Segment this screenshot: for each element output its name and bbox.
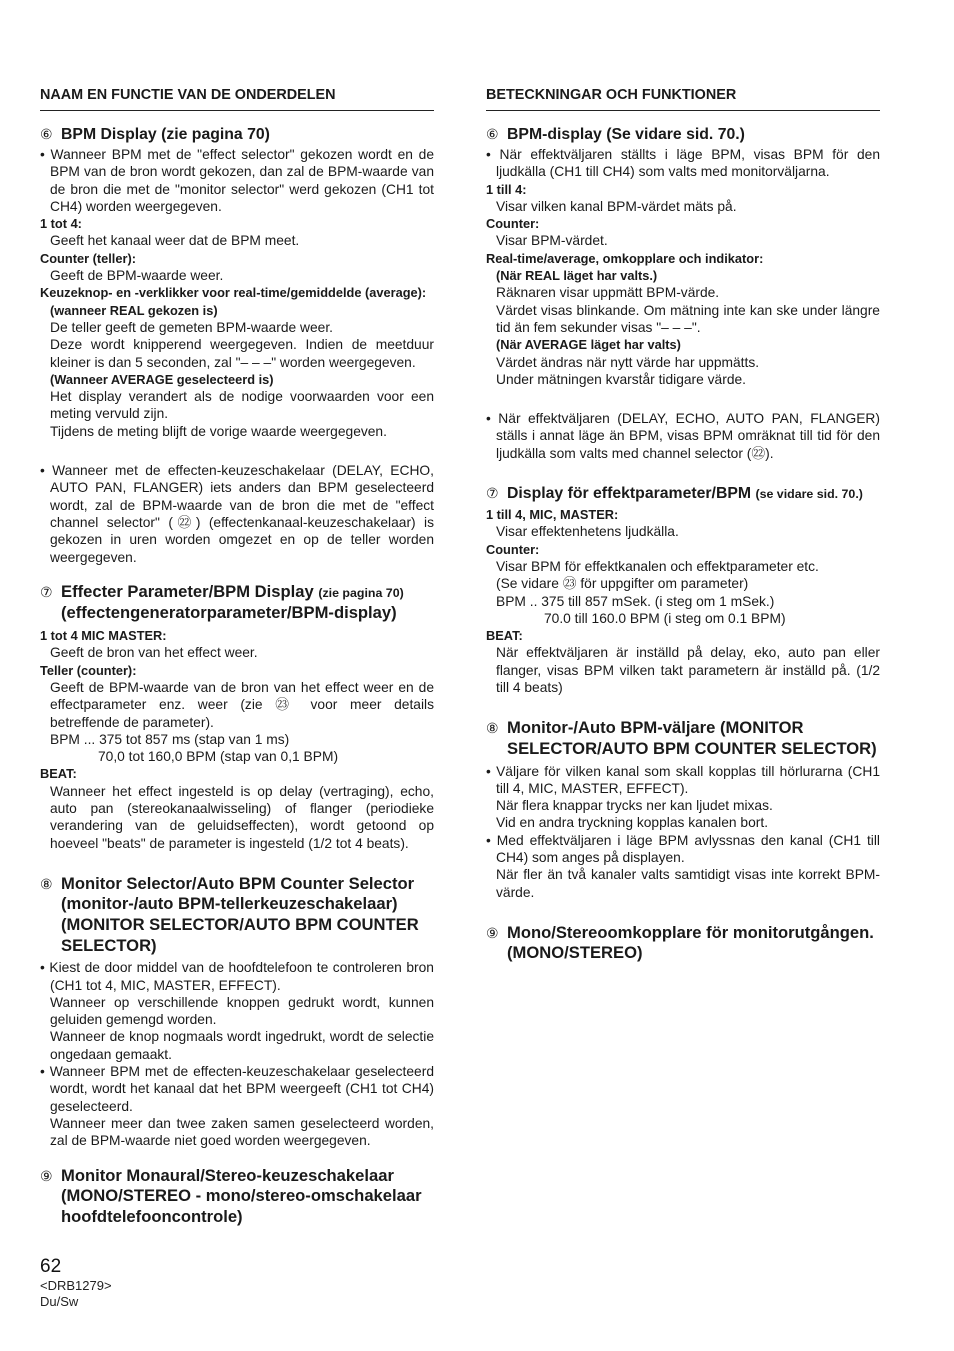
body-text: Geeft de BPM-waarde weer. (50, 268, 224, 284)
body-text: När effektväljaren är inställd på delay, eko, auto pan eller flanger, visas BPM vilken takt parametern är inställd på. (1/2 till 4 beats) (496, 645, 880, 696)
heading-bpm-display: ⑥ BPM-display (Se vidare sid. 70.) (486, 126, 745, 143)
bpm-range-ms: BPM ... 375 tot 857 ms (stap van 1 ms) (50, 731, 290, 747)
bpm-range-bpm: 70,0 tot 160,0 BPM (stap van 0,1 BPM) (98, 749, 339, 765)
label-real-mode: (När REAL läget har valts.) (496, 268, 658, 284)
item-number: ⑦ (40, 583, 53, 600)
effecter-parameter-body (40, 627, 434, 852)
column-swedish (486, 84, 880, 967)
label-counter: Counter: (486, 216, 540, 232)
bullet-paragraph: • Kiest de door middel van de hoofdtelefoon te controleren bron (CH1 tot 4, MIC, MASTER, EFFECT). (40, 960, 434, 993)
label-real-mode: (wanneer REAL gekozen is) (50, 302, 218, 318)
body-text: Geeft de BPM-waarde van de bron van het effect weer en de effectparameter enz. weer (zie ㉓ voor meer details betreffende de parameter). (50, 679, 434, 730)
item-number: ⑦ (486, 485, 499, 502)
bpm-range-bpm: 70.0 till 160.0 BPM (i steg om 0.1 BPM) (544, 610, 786, 626)
label-counter: Counter: (486, 541, 540, 557)
label-realtime-average: Real-time/average, omkopplare och indikator: (486, 250, 764, 266)
heading-mono-stereo: ⑨ Monitor Monaural/Stereo-keuzeschakelaar (MONO/STEREO - mono/stereo-omschakelaar hoofdtelefooncontrole) (40, 1165, 422, 1226)
item-number: ⑨ (40, 1167, 53, 1184)
body-text: (Se vidare ㉓ för uppgifter om parameter) (496, 576, 749, 592)
heading-effecter-parameter: ⑦ Effecter Parameter/BPM Display (zie pagina 70) (effectengeneratorparameter/BPM-display) (40, 581, 404, 623)
bpm-display-body (40, 146, 434, 566)
body-text: Geeft het kanaal weer dat de BPM meet. (50, 233, 300, 249)
language-code: Du/Sw (40, 1294, 79, 1309)
item-number: ⑥ (486, 126, 499, 142)
label-realtime-average: Keuzeknop- en -verklikker voor real-time/gemiddelde (average): (40, 285, 427, 301)
label-source: 1 tot 4 MIC MASTER: (40, 628, 167, 644)
body-text: Wanneer het effect ingesteld is op delay (vertraging), echo, auto pan (stereokanaalwisseling) of flanger (periodieke verandering van de geluidseffecten), wordt getoond op hoeveel "beats" de parameter is ingesteld (1/2 tot 4 beats). (50, 783, 434, 851)
body-text: Under mätningen kvarstår tidigare värde. (496, 371, 747, 387)
label-beat: BEAT: (40, 766, 77, 782)
document-code: <DRB1279> (40, 1278, 112, 1293)
monitor-auto-bpm-body (486, 763, 880, 901)
body-text: Geeft de bron van het effect weer. (50, 645, 258, 661)
body-text: När fler än två kanaler valts samtidigt visas inte korrekt BPM-värde. (496, 867, 880, 900)
item-number: ⑧ (40, 875, 53, 892)
label-counter: Teller (counter): (40, 662, 137, 678)
item-number: ⑥ (40, 126, 53, 142)
body-text: Värdet ändras när nytt värde har uppmätts. (496, 354, 760, 370)
bullet-paragraph: • När effektväljaren (DELAY, ECHO, AUTO PAN, FLANGER) ställs i annat läge än BPM, visas BPM omräknat till tid för den ljudkälla som valts med channel selector (㉒). (486, 411, 880, 461)
bullet-paragraph: • Väljare för vilken kanal som skall kopplas till hörlurarna (CH1 till 4, MIC, MASTER, EFFECT). (486, 763, 880, 796)
body-text: Het display verandert als de nodige voorwaarden voor een meting vervuld zijn. (50, 389, 434, 422)
item-number: ⑧ (486, 720, 499, 737)
body-text: Tijdens de meting blijft de vorige waarde weergegeven. (50, 423, 387, 439)
body-text: Deze wordt knipperend weergegeven. Indien de meetduur kleiner is dan 5 seconden, zal "– – –" worden weergegeven. (50, 337, 434, 370)
bullet-paragraph: • Wanneer BPM met de effecten-keuzeschakelaar geselecteerd wordt, wordt het kanaal dat het BPM weergeeft (CH1 tot CH4) geselecteerd. (40, 1064, 434, 1114)
label-counter: Counter (teller): (40, 250, 136, 266)
bullet-paragraph: • När effektväljaren ställts i läge BPM, visas BPM för den ljudkälla (CH1 till CH4) som valts med monitorväljarna. (486, 147, 880, 180)
label-source: 1 till 4, MIC, MASTER: (486, 507, 619, 523)
label-1-tot-4: 1 tot 4: (40, 216, 82, 232)
body-text: När flera knappar trycks ner kan ljudet mixas. (496, 798, 773, 814)
body-text: Räknaren visar uppmätt BPM-värde. (496, 285, 720, 301)
heading-monitor-selector: ⑧ Monitor Selector/Auto BPM Counter Selector (monitor-/auto BPM-tellerkeuzeschakelaar) (MONITOR SELECTOR/AUTO BPM COUNTER SELECTOR) (40, 873, 419, 955)
heading-monitor-auto-bpm: ⑧ Monitor-/Auto BPM-väljare (MONITOR SELECTOR/AUTO BPM COUNTER SELECTOR) (486, 718, 877, 758)
label-beat: BEAT: (486, 628, 523, 644)
section-header: BETECKNINGAR OCH FUNKTIONER (486, 87, 737, 103)
bullet-paragraph: • Wanneer BPM met de "effect selector" gekozen wordt en de BPM van de bron wordt gekozen, dan zal de BPM-waarde van de bron die met de "monitor selector" werd gekozen (CH1 tot CH4) worden weergegeven. (40, 147, 434, 214)
page-footer (40, 1256, 112, 1310)
body-text: Visar BPM-värdet. (496, 233, 608, 249)
body-text: Wanneer meer dan twee zaken samen geselecteerd worden, zal de BPM-waarde niet goed worden weergegeven. (50, 1115, 434, 1149)
header-rule (40, 110, 434, 111)
label-1-till-4: 1 till 4: (486, 181, 527, 197)
body-text: Wanneer op verschillende knoppen gedrukt wordt, kunnen geluiden gemengd worden. (50, 994, 434, 1028)
column-dutch (40, 84, 434, 1230)
effect-parameter-body (486, 506, 880, 696)
page-number: 62 (40, 1256, 62, 1277)
item-number: ⑨ (486, 924, 499, 941)
body-text: De teller geeft de gemeten BPM-waarde weer. (50, 319, 333, 335)
label-average-mode: (Wanneer AVERAGE geselecteerd is) (50, 371, 274, 387)
body-text: Visar BPM för effektkanalen och effektparameter etc. (496, 558, 819, 574)
body-text: Vid en andra tryckning kopplas kanalen bort. (496, 815, 769, 831)
bpm-range-ms: BPM .. 375 till 857 mSek. (i steg om 1 mSek.) (496, 593, 775, 609)
monitor-selector-body (40, 959, 434, 1149)
header-rule (486, 110, 880, 111)
body-text: Visar effektenhetens ljudkälla. (496, 524, 679, 540)
bullet-paragraph: • Med effektväljaren i läge BPM avlyssnas den kanal (CH1 till CH4) som anges på displayen. (486, 832, 880, 865)
heading-effect-parameter: ⑦ Display för effektparameter/BPM (se vidare sid. 70.) (486, 485, 863, 503)
bpm-display-body (486, 146, 880, 462)
body-text: Värdet visas blinkande. Om mätning inte kan ske under längre tid än fem sekunder visas "– – –". (496, 302, 880, 335)
body-text: Visar vilken kanal BPM-värdet mäts på. (496, 198, 737, 214)
body-text: Wanneer de knop nogmaals wordt ingedrukt, wordt de selectie ongedaan gemaakt. (50, 1029, 434, 1062)
heading-bpm-display: ⑥ BPM Display (zie pagina 70) (40, 126, 270, 143)
label-average-mode: (När AVERAGE läget har valts) (496, 337, 681, 353)
section-header: NAAM EN FUNCTIE VAN DE ONDERDELEN (40, 87, 336, 103)
bullet-paragraph: • Wanneer met de effecten-keuzeschakelaar (DELAY, ECHO, AUTO PAN, FLANGER) iets anders dan BPM geselecteerd wordt, zal de BPM-waarde van de bron die met de "effect channel selector" (㉒) (effectenkanaal-keuzeschakelaar) is gekozen in uren worden omgezet en op de teller worden weergegeven. (40, 463, 434, 565)
heading-mono-stereo: ⑨ Mono/Stereoomkopplare för monitorutgången. (MONO/STEREO) (486, 922, 874, 963)
